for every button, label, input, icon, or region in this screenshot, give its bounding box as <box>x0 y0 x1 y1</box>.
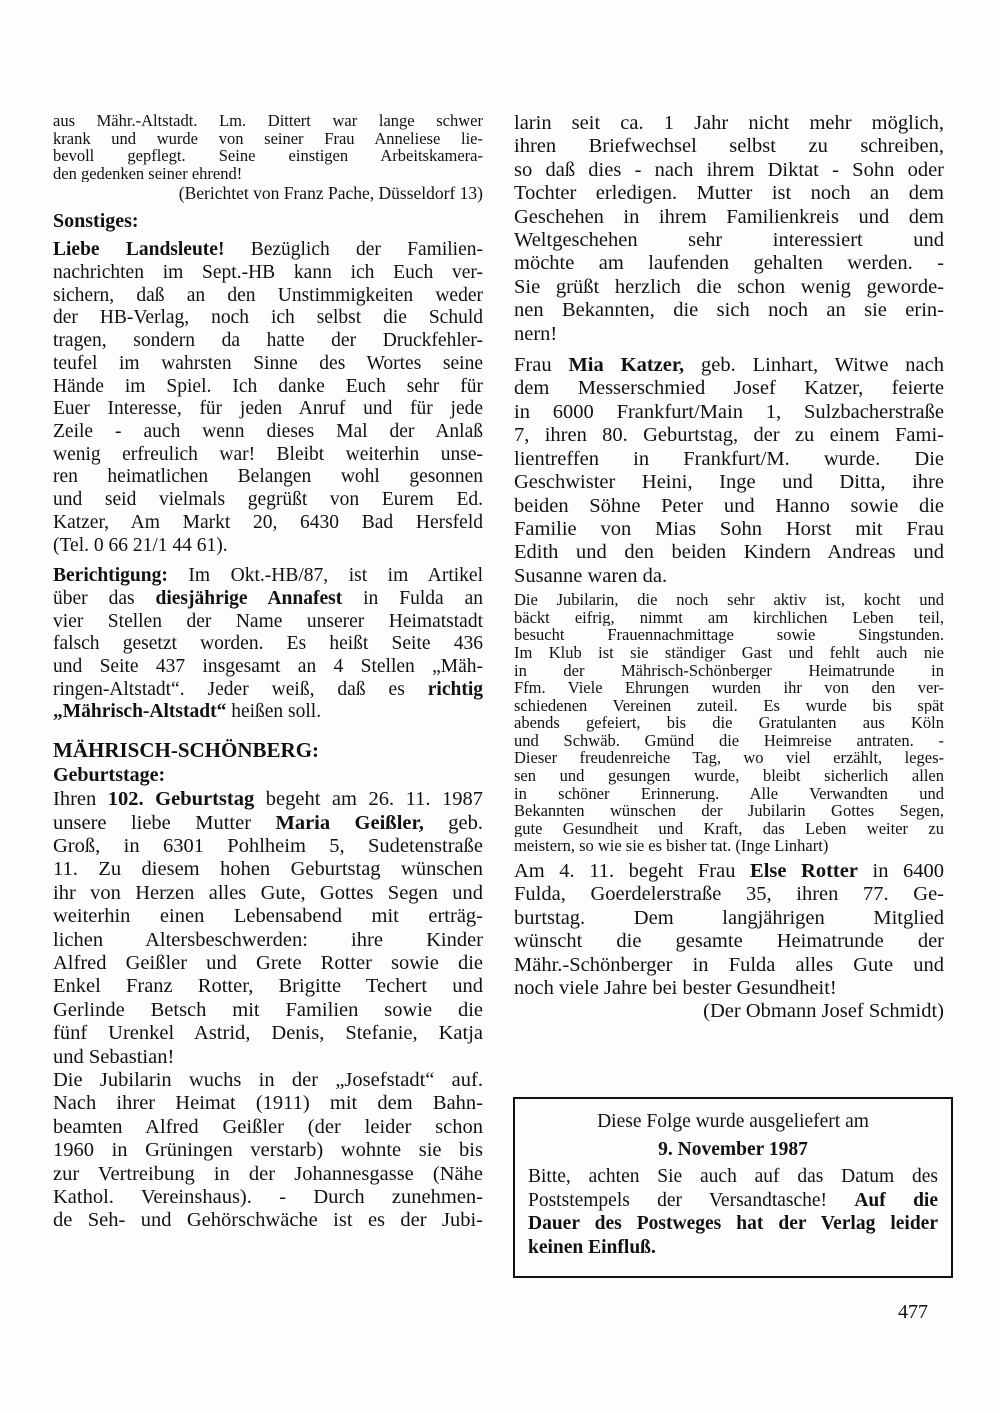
text-line: Gerlinde Betsch mit Familien sowie die <box>53 998 483 1021</box>
text-line: Fulda, Goerdelerstraße 35, ihren 77. Ge- <box>514 883 944 906</box>
text-line: 7, ihren 80. Geburtstag, der zu einem Fami- <box>514 424 944 447</box>
jubilarin-paragraph <box>514 591 944 855</box>
text-line: zur Vertreibung in der Johannesgasse (Nähe <box>53 1162 483 1185</box>
text-line: schiedenen Vereinen zuteil. Es wurde bis spät <box>514 696 944 715</box>
landsleute-greeting: Liebe Landsleute! <box>53 239 225 261</box>
berichtigung-paragraph <box>53 565 483 724</box>
text-line: 1960 in Grüningen verstarb) wohnte sie bis <box>53 1139 483 1162</box>
text-line: aus Mähr.-Altstadt. Lm. Dittert war lange schwer <box>53 112 483 130</box>
text-line: Liebe Landsleute! Bezüglich der Familien- <box>53 239 483 261</box>
text-line: krank und wurde von seiner Frau Anneliese lie- <box>53 129 483 148</box>
text-line: wünscht die gesamte Heimatrunde der <box>514 930 944 953</box>
section-heading: MÄHRISCH-SCHÖNBERG: <box>53 738 320 763</box>
text-line: über das diesjährige Annafest in Fulda an <box>53 587 483 609</box>
text-line: nen Bekannten, die sich noch an sie erin- <box>514 299 944 322</box>
text-line: so daß dies - nach ihrem Diktat - Sohn oder <box>514 158 944 181</box>
text-line: Enkel Franz Rotter, Brigitte Techert und <box>53 975 483 998</box>
text-line: weiterhin einen Lebensabend mit erträg- <box>53 905 483 928</box>
text-line: in der Mährisch-Schönberger Heimatrunde in <box>514 661 944 680</box>
text-line: Familie von Mias Sohn Horst mit Frau <box>514 517 944 540</box>
text-line: ren heimatlichen Belangen wohl gesonnen <box>53 466 483 488</box>
text-line: besucht Frauennachmittage sowie Singstunden. <box>514 626 944 644</box>
text-line: Hände im Spiel. Ich danke Euch sehr für <box>53 375 483 397</box>
text-line: der HB-Verlag, noch ich selbst die Schuld <box>53 307 483 329</box>
text-line: Zeile - auch wenn dieses Mal der Anlaß <box>53 421 483 442</box>
notice-line: Dauer des Postweges hat der Verlag leider <box>528 1213 938 1234</box>
page-number: 477 <box>898 1301 928 1323</box>
text-line: und Seite 437 insgesamt an 4 Stellen „Mäh- <box>53 656 483 678</box>
text-line: noch viele Jahre bei bester Gesundheit! <box>514 977 837 1000</box>
text-line: Geschehen in ihrem Familienkreis und dem <box>514 205 944 228</box>
text-line: gute Gesundheit und Kraft, das Leben weiter zu <box>514 819 944 838</box>
notice-line: Diese Folge wurde ausgeliefert am <box>597 1111 869 1132</box>
text-line: de Seh- und Gehörschwäche ist es der Jubi- <box>53 1209 483 1232</box>
text-line: fünf Urenkel Astrid, Denis, Stefanie, Katja <box>53 1022 483 1045</box>
text-line: Ihren 102. Geburtstag begeht am 26. 11. 1987 <box>53 788 483 811</box>
text-line: teufel im wahrsten Sinne des Wortes seine <box>53 352 483 374</box>
text-line: ringen-Altstadt“. Jeder weiß, daß es richtig <box>53 678 483 700</box>
text-line: 11. Zu diesem hohen Geburtstag wünschen <box>53 858 483 881</box>
obmann-signature: (Der Obmann Josef Schmidt) <box>703 1000 944 1023</box>
text-line: und Schwäb. Gmünd die Heimreise antraten. - <box>514 731 944 750</box>
text-line: möchte am laufenden gehalten werden. - <box>514 252 944 275</box>
intro-credit: (Berichtet von Franz Pache, Düsseldorf 13) <box>178 183 483 204</box>
text-line: Berichtigung: Im Okt.-HB/87, ist im Artikel <box>53 565 483 587</box>
text-line: Tochter erledigen. Mutter ist noch an dem <box>514 182 944 205</box>
text-line: larin seit ca. 1 Jahr nicht mehr möglich, <box>514 112 944 134</box>
landsleute-paragraph <box>53 239 483 557</box>
notice-date: 9. November 1987 <box>658 1139 808 1160</box>
text-line: ihr von Herzen alles Gute, Gottes Segen und <box>53 881 483 904</box>
text-line: Groß, in 6301 Pohlheim 5, Sudetenstraße <box>53 834 483 857</box>
text-line: „Mährisch-Altstadt“ heißen soll. <box>53 701 322 723</box>
text-line: und seid vielmals gegrüßt von Eurem Ed. <box>53 489 483 511</box>
intro-paragraph <box>53 112 483 204</box>
text-line: Edith und den beiden Kindern Andreas und <box>514 541 944 564</box>
text-line: lichen Altersbeschwerden: ihre Kinder <box>53 928 483 951</box>
text-line: Im Klub ist sie ständiger Gast und fehlt auch nie <box>514 643 944 662</box>
text-line: nachrichten im Sept.-HB kann ich Euch ver- <box>53 262 483 284</box>
text-line: falsch gesetzt worden. Es heißt Seite 436 <box>53 633 483 655</box>
text-line: nern! <box>514 322 558 345</box>
left-column <box>53 112 483 1233</box>
notice-line: Bitte, achten Sie auch auf das Datum des <box>528 1166 938 1187</box>
text-line: (Tel. 0 66 21/1 44 61). <box>53 534 228 556</box>
text-line: Weltgeschehen sehr interessiert und <box>514 229 944 252</box>
text-line: abends gefeiert, bis die Gratulanten aus Köln <box>514 714 944 732</box>
text-line: Nach ihrer Heimat (1911) mit dem Bahn- <box>53 1092 483 1115</box>
text-line: lientreffen in Frankfurt/M. wurde. Die <box>514 447 944 470</box>
right-column <box>514 112 944 1024</box>
continuation-paragraph <box>514 112 944 346</box>
text-line: wenig erfreulich war! Bleibt weiterhin unse- <box>53 443 483 465</box>
rotter-paragraph <box>514 860 944 1024</box>
geburtstage-heading: Geburtstage: <box>53 764 166 787</box>
text-line: unsere liebe Mutter Maria Geißler, geb. <box>53 811 483 834</box>
text-line: ihren Briefwechsel selbst zu schreiben, <box>514 135 944 158</box>
delivery-notice-box <box>513 1097 953 1278</box>
text-line: Alfred Geißler und Grete Rotter sowie die <box>53 951 483 974</box>
text-line: Mähr.-Schönberger in Fulda alles Gute und <box>514 953 944 976</box>
sonstiges-heading: Sonstiges: <box>53 210 139 233</box>
text-line: beiden Söhne Peter und Hanno sowie die <box>514 494 944 517</box>
text-line: burtstag. Dem langjährigen Mitglied <box>514 906 944 929</box>
text-line: Ffm. Viele Ehrungen wurden ihr von den ver- <box>514 679 944 697</box>
text-line: in schöner Erinnerung. Alle Verwandten und <box>514 784 944 803</box>
text-line: Bekannten wünschen der Jubilarin Gottes Segen, <box>514 802 944 820</box>
text-line: Geschwister Heini, Inge und Ditta, ihre <box>514 471 944 494</box>
text-line: Die Jubilarin, die noch sehr aktiv ist, kocht und <box>514 591 944 609</box>
text-line: Susanne waren da. <box>514 564 668 587</box>
text-line: Frau Mia Katzer, geb. Linhart, Witwe nach <box>514 354 944 377</box>
text-line: sichern, daß an den Unstimmigkeiten weder <box>53 284 483 306</box>
text-line: Kathol. Vereinshaus). - Durch zunehmen- <box>53 1186 483 1209</box>
text-line: Die Jubilarin wuchs in der „Josefstadt“ auf. <box>53 1069 483 1092</box>
text-line: Dieser freudenreiche Tag, wo viel erzählt, leges- <box>514 749 944 768</box>
text-line: Am 4. 11. begeht Frau Else Rotter in 6400 <box>514 860 944 883</box>
text-line: tragen, sondern da hatte der Druckfehler- <box>53 330 483 352</box>
notice-line: keinen Einfluß. <box>528 1236 656 1258</box>
birthday-paragraph <box>53 788 483 1233</box>
text-line: Katzer, Am Markt 20, 6430 Bad Hersfeld <box>53 511 483 533</box>
text-line: Sie grüßt herzlich die schon wenig geworde- <box>514 275 944 298</box>
text-line: Euer Interesse, für jeden Anruf und für jede <box>53 398 483 420</box>
text-line: vier Stellen der Name unserer Heimatstadt <box>53 610 483 632</box>
text-line: bevoll gepflegt. Seine einstigen Arbeitskamera- <box>53 147 483 165</box>
text-line: dem Messerschmied Josef Katzer, feierte <box>514 377 944 400</box>
text-line: den gedenken seiner ehrend! <box>53 164 243 183</box>
notice-line: Poststempels der Versandtasche! Auf die <box>528 1189 938 1211</box>
berichtigung-label: Berichtigung: <box>53 565 168 587</box>
text-line: meistern, so wie sie es bisher tat. (Inge Linhart) <box>514 837 829 856</box>
katzer-paragraph <box>514 354 944 588</box>
text-line: und Sebastian! <box>53 1045 175 1068</box>
text-line: beamten Alfred Geißler (der leider schon <box>53 1115 483 1138</box>
text-line: bäckt eifrig, nimmt am kirchlichen Leben teil, <box>514 608 944 627</box>
text-line: in 6000 Frankfurt/Main 1, Sulzbacherstraße <box>514 400 944 423</box>
text-line: sen und gesungen wurde, bleibt sicherlich allen <box>514 767 944 785</box>
